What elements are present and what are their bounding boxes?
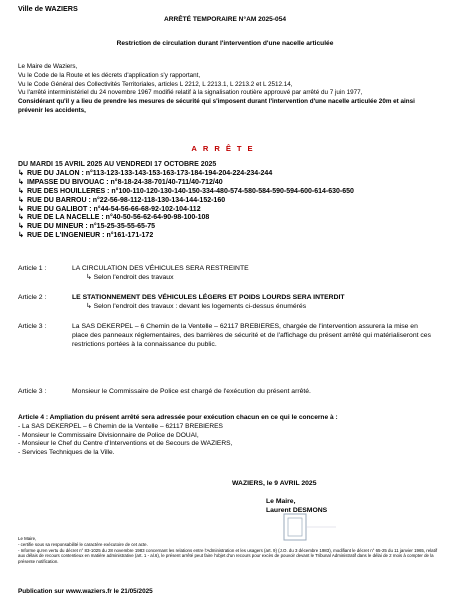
- considerant: Considérant qu'il y a lieu de prendre les mesures de sécurité qui s'imposent durant l'intervention d'une nacelle articulée 20m et ainsi prévenir les accidents,: [18, 98, 415, 114]
- street-label: RUE DU MINEUR : n°15-25-35-55-65-75: [27, 223, 156, 231]
- preamble-line: Vu l'arrêté interministériel du 24 novembre 1967 modifié relatif à la signalisation routière approuvé par arrêté du 7 juin 1977,: [18, 89, 363, 97]
- street-list: [18, 161, 354, 241]
- footer-line: Le Maire,: [18, 536, 37, 541]
- footer-notice: [18, 536, 438, 565]
- ampliation-section: [18, 414, 434, 458]
- place-date: WAZIERS, le 9 AVRIL 2025: [232, 480, 317, 487]
- arrow-icon: ↳: [86, 273, 94, 281]
- arrow-icon: ↳: [18, 187, 24, 195]
- street-item: [18, 170, 354, 179]
- article-text: Monsieur le Commissaire de Police est chargé de l'exécution du présent arrêté.: [72, 388, 311, 395]
- ampliation-heading: Article 4 : Ampliation du présent arrêté sera adressée pour exécution chacun en ce qui le concerne à :: [18, 414, 338, 421]
- arrow-icon: ↳: [18, 196, 24, 204]
- street-label: RUE DES HOUILLERES : n°100-110-120-130-140-150-334-480-574-580-584-590-594-600-614-630-650: [27, 187, 354, 195]
- arrow-icon: ↳: [18, 169, 24, 177]
- recipient-item: - Services Techniques de la Ville.: [18, 449, 115, 457]
- article-label: Article 3 :: [18, 323, 47, 330]
- article-text: LE STATIONNEMENT DES VÉHICULES LÉGERS ET POIDS LOURDS SERA INTERDIT: [72, 294, 345, 301]
- preamble-line: Le Maire de Waziers,: [18, 63, 78, 70]
- street-item: [18, 214, 354, 223]
- signature-block: [232, 479, 327, 515]
- arrow-icon: ↳: [18, 223, 24, 231]
- decree-title: ARRÊTÉ TEMPORAIRE N°AM 2025-054: [163, 16, 287, 23]
- article-subtext: Selon l'endroit des travaux : devant les logements ci-dessus énumérés: [93, 302, 307, 310]
- street-label: RUE DU BARROU : n°22-56-98-112-118-130-134-144-152-160: [27, 196, 226, 204]
- street-item: [18, 179, 354, 188]
- signer-role: Le Maire,: [266, 498, 296, 505]
- decree-subtitle: Restriction de circulation durant l'intervention d'une nacelle articulée: [116, 40, 334, 47]
- article-text: LA CIRCULATION DES VÉHICULES SERA RESTREINTE: [72, 265, 249, 272]
- recipient-item: - Monsieur le Commissaire Divisionnaire de Police de DOUAI,: [18, 431, 199, 439]
- arrete-heading: ARRÊTE: [191, 144, 259, 153]
- arrow-icon: ↳: [18, 205, 24, 213]
- article-label: Article 2 :: [18, 294, 47, 301]
- article-label: Article 3 :: [18, 388, 47, 395]
- footer-line: - certifie sous sa responsabilité le caractère exécutoire de cet acte.: [18, 541, 148, 547]
- street-item: [18, 223, 354, 232]
- preamble: [18, 63, 430, 116]
- publication-note: Publication sur www.waziers.fr le 21/05/2025: [18, 588, 153, 595]
- footer-line: - Informe qu'en vertu du décret n° 83-1025 du 28 novembre 1983 concernant les relations entre l'Administration et les usagers (art. 9) (J.O. du 3 décembre 1983), modifiant le décret n° 65-25 du 11 janvier 1965, relatif aux délais de recours contentieux en matière administrative (art. 1 - al.6), le présent arrêté peut faire l'objet d'un recours pour excès de pouvoir devant le Tribunal Administratif dans le délai de 2 mois à compter de la présente notification.: [18, 547, 438, 565]
- recipient-item: - La SAS DEKERPEL – 6 Chemin de la Ventelle – 62117 BREBIERES: [18, 422, 223, 430]
- preamble-line: Vu le Code de la Route et les décrets d'application s'y rapportant,: [18, 71, 201, 79]
- arrow-icon: ↳: [86, 302, 94, 310]
- article-3b: [18, 388, 434, 397]
- street-label: RUE DU GALIBOT : n°44-54-56-66-68-92-102-104-112: [27, 205, 201, 213]
- article-text: La SAS DEKERPEL – 6 Chemin de la Ventelle – 62117 BREBIERES, chargée de l'intervention assurera la mise en place des panneaux réglementaires, des barrières de sécurité et de l'affichage du présent arrêté qui matérialiseront ces restrictions portées à la connaissance du public.: [72, 323, 431, 348]
- preamble-line: Vu le Code Général des Collectivités Territoriales, articles L 2212, L 2213.1, L 2213.2 et L 2512.14,: [18, 80, 293, 88]
- street-label: IMPASSE DU BIVOUAC : n°8-18-24-38-701/40-711/40-712/40: [27, 178, 223, 186]
- arrow-icon: ↳: [18, 214, 24, 222]
- article-1: [18, 265, 434, 283]
- street-item: [18, 188, 354, 197]
- arrow-icon: ↳: [18, 178, 24, 186]
- town-name: Ville de WAZIERS: [18, 4, 78, 13]
- article-label: Article 1 :: [18, 265, 47, 272]
- period-dates: DU MARDI 15 AVRIL 2025 AU VENDREDI 17 OCTOBRE 2025: [18, 161, 217, 168]
- arrow-icon: ↳: [18, 232, 24, 240]
- article-subtext: Selon l'endroit des travaux: [93, 273, 174, 281]
- article-3: [18, 323, 434, 349]
- signer-name: Laurent DESMONS: [266, 507, 328, 514]
- street-label: RUE DU JALON : n°113-123-133-143-153-163-173-184-194-204-224-234-244: [27, 169, 273, 177]
- street-item: [18, 232, 354, 241]
- street-item: [18, 197, 354, 206]
- article-2: [18, 294, 434, 312]
- recipient-item: - Monsieur le Chef du Centre d'Interventions et de Secours de WAZIERS,: [18, 440, 233, 448]
- street-label: RUE DE L'INGENIEUR : n°161-171-172: [27, 232, 154, 240]
- street-label: RUE DE LA NACELLE : n°40-50-56-62-64-90-98-100-108: [27, 214, 210, 222]
